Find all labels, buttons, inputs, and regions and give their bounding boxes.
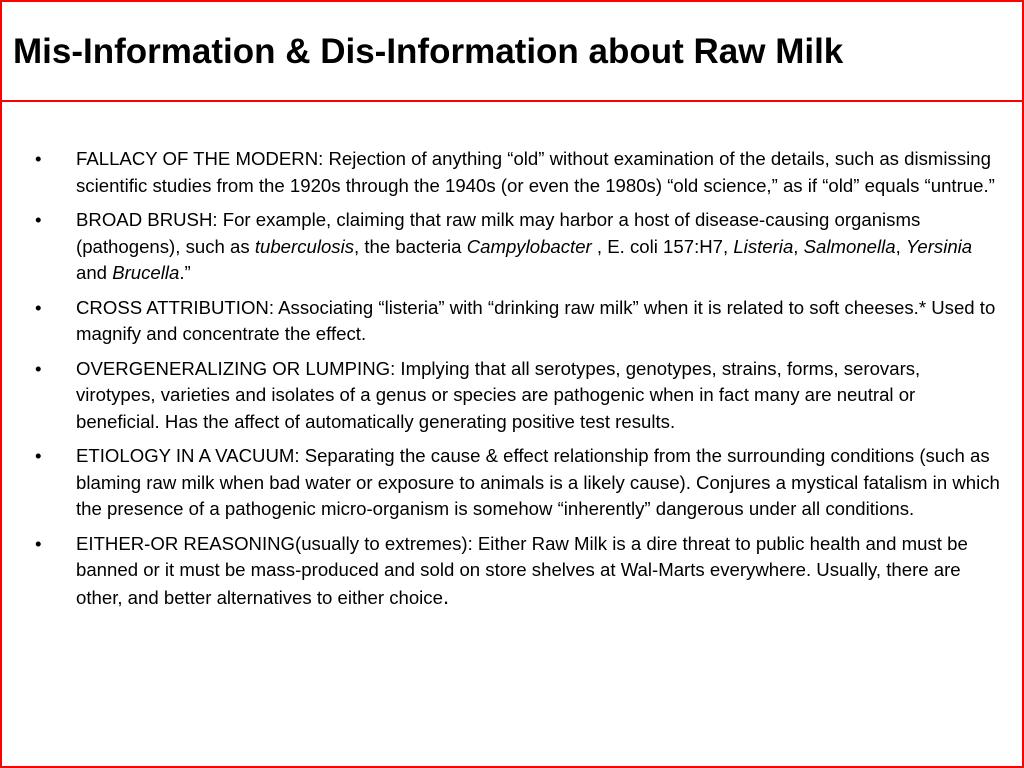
bullet-item: [2, 531, 1022, 612]
bullet-text-segment: FALLACY OF THE MODERN: Rejection of anything “old” without examination of the details, such as dismissing scientific studies from the 1920s through the 1940s (or even the 1980s) “old science,” as if “old” equals “untrue.”: [76, 148, 995, 196]
bullet-text: [76, 531, 1004, 612]
bullet-marker: •: [35, 296, 42, 318]
bullet-text-segment: , E. coli 157:H7,: [591, 235, 734, 257]
bullet-marker: •: [35, 532, 42, 554]
bullet-text-segment: ,: [793, 235, 804, 257]
bullet-text: [76, 443, 1004, 523]
bullet-item: [2, 295, 1022, 348]
title-bar: [2, 2, 1022, 102]
bullet-item: [2, 356, 1022, 436]
bullet-marker: •: [35, 445, 42, 466]
bullet-marker: •: [35, 357, 42, 379]
slide-title: Mis-Information & Dis-Information about Raw Milk: [13, 32, 844, 71]
bullet-text-segment: EITHER-OR REASONING(usually to extremes): Either Raw Milk is a dire threat to public health and must be banned or it must be mass-produced and sold on store shelves at Wal-Marts everywhere. Usually, there are other, and better alternatives to either choice: [76, 532, 968, 608]
bullet-text-italic: Listeria: [733, 235, 794, 257]
bullet-text-segment: CROSS ATTRIBUTION: Associating “listeria” with “drinking raw milk” when it is related to soft cheeses.* Used to magnify and concentrate the effect.: [76, 296, 996, 344]
bullet-text-segment: OVERGENERALIZING OR LUMPING: Implying that all serotypes, genotypes, strains, forms, serovars, virotypes, varieties and isolates of a genus or species are pathogenic when in fact many are neutral or beneficial. Has the affect of automatically generating positive test results.: [76, 357, 921, 432]
bullet-item: [2, 443, 1022, 523]
bullet-text-segment: and: [76, 262, 113, 283]
slide-content: [2, 146, 1022, 619]
bullet-text-segment: .: [442, 583, 450, 609]
bullet-text-italic: Yersinia: [905, 235, 973, 257]
bullet-item: [2, 146, 1022, 199]
bullet-text: [76, 146, 1004, 199]
bullet-text: [76, 356, 1004, 436]
bullet-item: [2, 207, 1022, 287]
bullet-text-italic: Brucella: [112, 262, 180, 283]
bullet-text-segment: ,: [895, 235, 906, 257]
bullet-text-italic: tuberculosis: [254, 235, 355, 257]
bullet-text-italic: Campylobacter: [466, 235, 592, 257]
bullet-text-segment: , the bacteria: [354, 235, 467, 257]
bullet-list: [2, 146, 1022, 611]
bullet-text-segment: ETIOLOGY IN A VACUUM: Separating the cause & effect relationship from the surrounding conditions (such as blaming raw milk when bad water or exposure to animals is a likely cause). Conjures a mystical fatalism in which the presence of a pathogenic micro-organism is somehow “inherently” dangerous under all conditions.: [76, 445, 1000, 519]
bullet-text-segment: BROAD BRUSH: For example, claiming that raw milk may harbor a host of disease-causing organisms (pathogens), such as: [76, 209, 921, 257]
bullet-text: [76, 207, 1004, 287]
bullet-text-italic: Salmonella: [803, 235, 896, 257]
bullet-text-segment: .”: [179, 262, 191, 283]
bullet-marker: •: [35, 209, 42, 230]
bullet-marker: •: [35, 148, 42, 169]
bullet-text: [76, 295, 1004, 348]
